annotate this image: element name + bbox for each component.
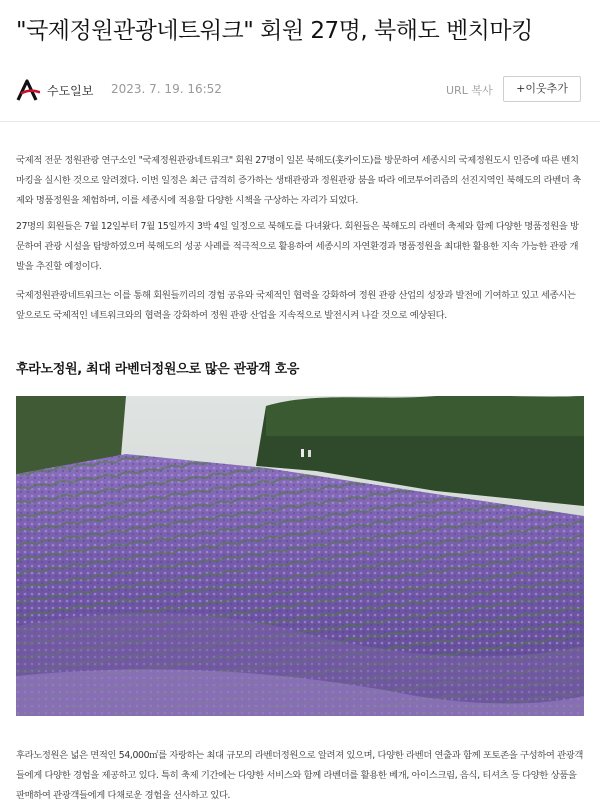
add-neighbor-button[interactable]: +이웃추가	[503, 76, 581, 102]
press-logo-icon	[16, 78, 40, 102]
paragraph-1: 국제적 전문 정원관광 연구소인 "국제정원관광네트워크" 회원 27명이 일본 북해도(홋카이도)를 방문하여 세종시의 국제정원도시 인증에 따른 벤치마킹을 실시한 것으로 알려졌다. 이번 일정은 최근 급격히 증가하는 생태관광과 정원관광 붐을 따라 에코투어리즘의 선진지역인 북해도의 라벤더 축제와 명품정원을 체험하며, 이를 세종시에 적용할 다양한 시책을 구상하는 자리가 되었다.	[16, 155, 581, 206]
paragraph-3: 국제정원관광네트워크는 이를 통해 회원들끼리의 경험 공유와 국제적인 협력을 강화하여 정원 관광 산업의 성장과 발전에 기여하고 있고 세종시는 앞으로도 국제적인 네트워크와의 협력을 강화하여 정원 관광 산업을 지속적으로 발전시켜 나갈 것으로 예상된다.	[16, 290, 576, 321]
paragraph-2: 27명의 회원들은 7월 12일부터 7월 15일까지 3박 4일 일정으로 북해도를 다녀왔다. 회원들은 북해도의 라벤더 축제와 함께 다양한 명품정원을 방문하여 관광 시설을 탐방하였으며 북해도의 성공 사례를 적극적으로 활용하여 세종시의 자연환경과 명품정원을 최대한 활용한 지속 가능한 관광 개발을 추진할 예정이다.	[16, 221, 579, 272]
press-name[interactable]: 수도일보	[47, 84, 94, 98]
lavender-field-photo[interactable]	[16, 396, 584, 716]
section-heading: 후라노정원, 최대 라벤더정원으로 많은 관광객 호응	[16, 362, 300, 377]
article-meta	[16, 76, 584, 104]
paragraph-4: 후라노정원은 넓은 면적인 54,000㎡를 자랑하는 최대 규모의 라벤더정원으로 알려져 있으며, 다양한 라벤더 연출과 함께 포토존을 구성하여 관광객들에게 다양한 경험을 제공하고 있다. 특히 축제 기간에는 다양한 서비스와 함께 라벤더를 활용한 베개, 아이스크림, 음식, 티셔츠 등 다양한 상품을 판매하여 관광객들에게 다채로운 경험을 선사하고 있다.	[16, 750, 583, 801]
url-copy-button[interactable]: URL 복사	[446, 84, 493, 97]
publish-date: 2023. 7. 19. 16:52	[111, 82, 222, 96]
meta-divider	[0, 121, 600, 122]
article-title: "국제정원관광네트워크" 회원 27명, 북해도 벤치마킹	[16, 18, 533, 44]
